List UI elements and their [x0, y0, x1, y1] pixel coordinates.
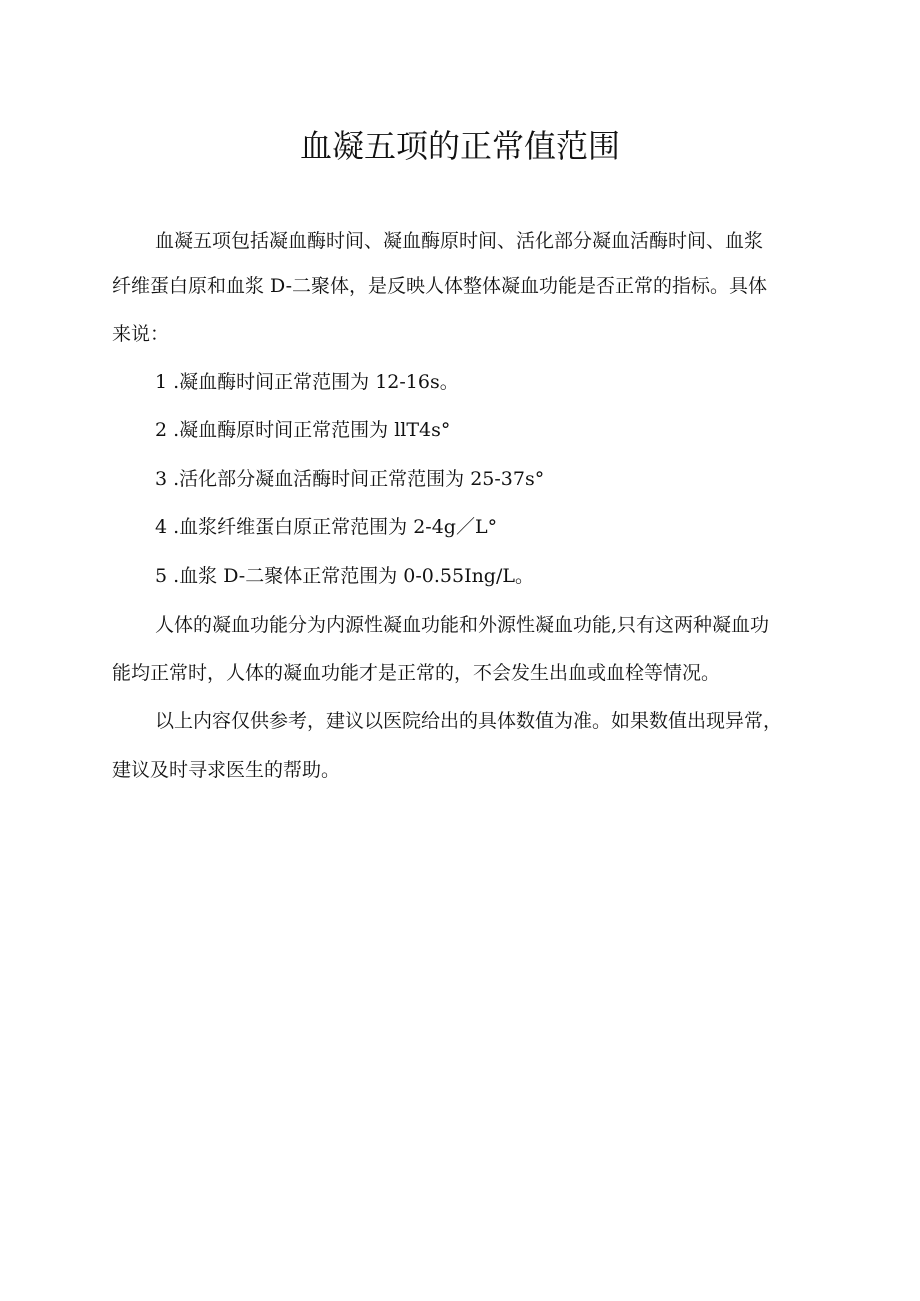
list-item: 4 .血浆纤维蛋白原正常范围为 2-4g／L°: [155, 516, 498, 538]
intro-line-3: 来说：: [112, 323, 170, 345]
list-item: 1 .凝血酶时间正常范围为 12-16s。: [155, 371, 459, 393]
disclaimer-line-1: 以上内容仅供参考，建议以医院给出的具体数值为准。如果数值出现异常，: [155, 710, 783, 732]
intro-line-2: 纤维蛋白原和血浆 D-二聚体，是反映人体整体凝血功能是否正常的指标。具体: [112, 275, 768, 297]
list-item: 2 .凝血酶原时间正常范围为 llT4s°: [155, 419, 451, 441]
list-item: 5 .血浆 D-二聚体正常范围为 0-0.55Ing/L。: [155, 565, 534, 587]
list-item: 3 .活化部分凝血活酶时间正常范围为 25-37s°: [155, 468, 545, 490]
disclaimer-line-2: 建议及时寻求医生的帮助。: [112, 759, 341, 781]
coagulation-line-1: 人体的凝血功能分为内源性凝血功能和外源性凝血功能,只有这两种凝血功: [155, 614, 770, 636]
coagulation-line-2: 能均正常时，人体的凝血功能才是正常的，不会发生出血或血栓等情况。: [112, 662, 721, 684]
intro-line-1: 血凝五项包括凝血酶时间、凝血酶原时间、活化部分凝血活酶时间、血浆: [155, 230, 764, 252]
document-title: 血凝五项的正常值范围: [299, 127, 620, 165]
